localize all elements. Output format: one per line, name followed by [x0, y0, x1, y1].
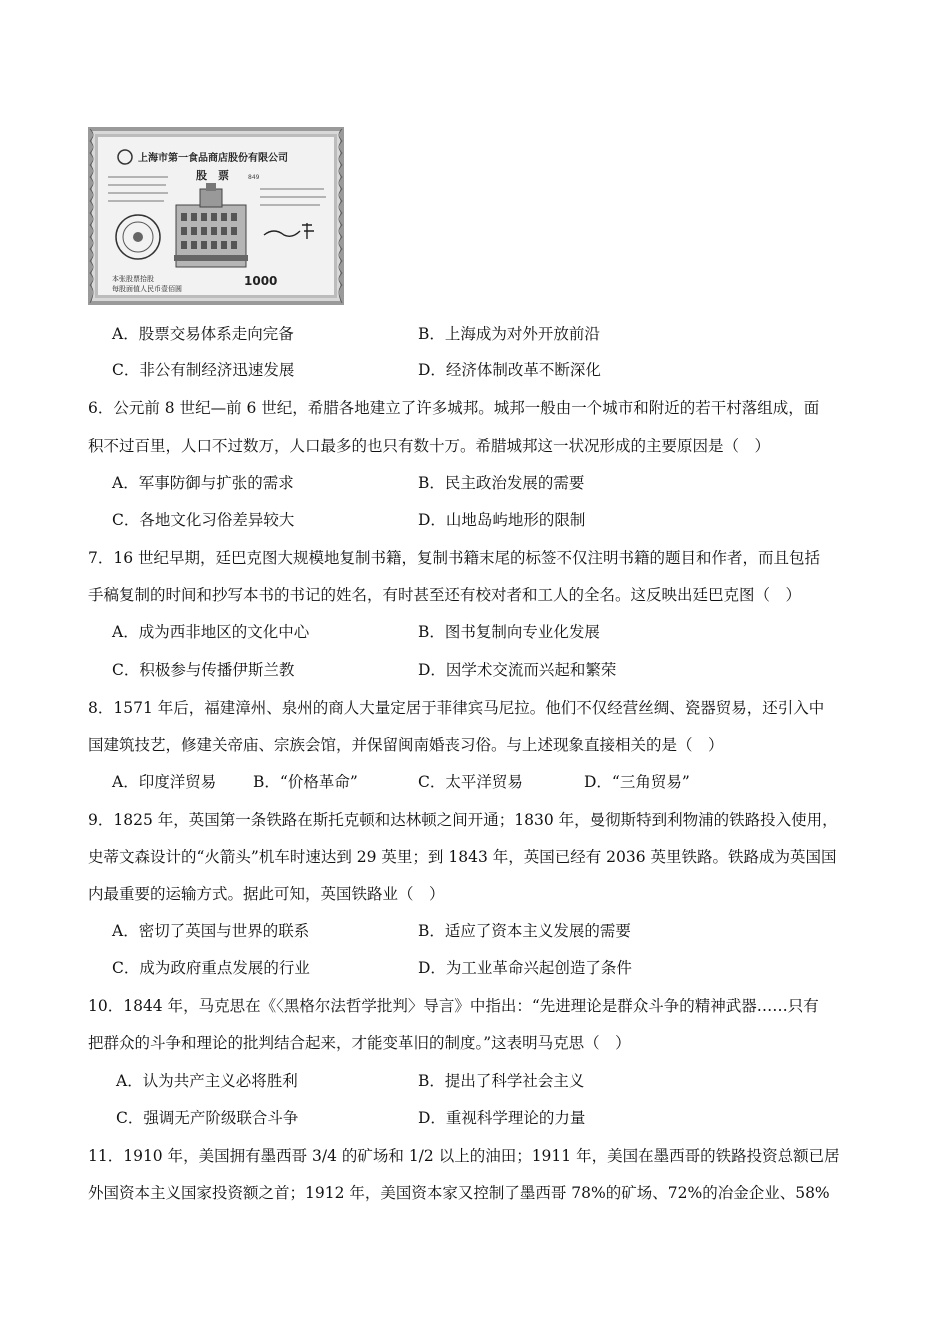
q6-option-c: C．各地文化习俗差异较大: [112, 511, 295, 529]
q6-stem-line1: 6．公元前 8 世纪—前 6 世纪，希腊各地建立了许多城邦。城邦一般由一个城市和附近的若干村落组成，面: [88, 399, 820, 417]
q9-stem-line1: 9．1825 年，英国第一条铁路在斯托克顿和达林顿之间开通；1830 年，曼彻斯特到利物浦的铁路投入使用，: [88, 811, 838, 829]
q11-stem-line2: 外国资本主义国家投资额之首；1912 年，美国资本家又控制了墨西哥 78%的矿场、72%的冶金企业、58%: [88, 1184, 830, 1202]
q6-option-d: D．山地岛屿地形的限制: [418, 511, 586, 529]
q10-option-b: B．提出了科学社会主义: [418, 1072, 585, 1090]
q9-stem-line2: 史蒂文森设计的“火箭头”机车时速达到 29 英里；到 1843 年，英国已经有 2036 英里铁路。铁路成为英国国: [88, 848, 837, 866]
stock-certificate-image: [88, 127, 344, 305]
certificate-footer-line1: 本张股票拾股: [112, 275, 154, 283]
q8-stem-line1: 8．1571 年后，福建漳州、泉州的商人大量定居于菲律宾马尼拉。他们不仅经营丝绸、瓷器贸易，还引入中: [88, 699, 825, 717]
q6-stem-line2: 积不过百里，人口不过数万，人口最多的也只有数十万。希腊城邦这一状况形成的主要原因是（ ）: [88, 437, 771, 455]
q10-stem-line2: 把群众的斗争和理论的批判结合起来，才能变革旧的制度。”这表明马克思（ ）: [88, 1034, 631, 1052]
q8-option-b: B．“价格革命”: [253, 773, 358, 791]
q10-option-c: C．强调无产阶级联合斗争: [116, 1109, 299, 1127]
q7-stem-line2: 手稿复制的时间和抄写本书的书记的姓名，有时甚至还有校对者和工人的全名。这反映出廷巴克图（ ）: [88, 586, 802, 604]
q6-option-b: B．民主政治发展的需要: [418, 474, 585, 492]
q5-option-d: D．经济体制改革不断深化: [418, 361, 601, 379]
q7-option-b: B．图书复制向专业化发展: [418, 623, 600, 641]
q8-option-d: D．“三角贸易”: [584, 773, 690, 791]
certificate-amount: 1000: [244, 274, 278, 288]
q9-option-b: B．适应了资本主义发展的需要: [418, 922, 631, 940]
q7-stem-line1: 7．16 世纪早期，廷巴克图大规模地复制书籍，复制书籍末尾的标签不仅注明书籍的题目和作者，而且包括: [88, 549, 821, 567]
q6-option-a: A．军事防御与扩张的需求: [112, 474, 294, 492]
q7-option-a: A．成为西非地区的文化中心: [112, 623, 310, 641]
q8-option-c: C．太平洋贸易: [418, 773, 523, 791]
certificate-number: 849: [248, 174, 260, 181]
q8-stem-line2: 国建筑技艺，修建关帝庙、宗族会馆，并保留闽南婚丧习俗。与上述现象直接相关的是（ ）: [88, 736, 724, 754]
q10-option-a: A．认为共产主义必将胜利: [116, 1072, 298, 1090]
q9-stem-line3: 内最重要的运输方式。据此可知，英国铁路业（ ）: [88, 885, 445, 903]
q5-option-b: B．上海成为对外开放前沿: [418, 325, 600, 343]
certificate-company: 上海市第一食品商店股份有限公司: [138, 153, 288, 164]
q10-option-d: D．重视科学理论的力量: [418, 1109, 586, 1127]
q5-option-c: C．非公有制经济迅速发展: [112, 361, 295, 379]
certificate-footer-line2: 每股面值人民币壹佰圆: [112, 285, 182, 293]
q9-option-d: D．为工业革命兴起创造了条件: [418, 959, 632, 977]
certificate-title: 股 票: [196, 169, 229, 182]
q10-stem-line1: 10．1844 年，马克思在《〈黑格尔法哲学批判〉导言》中指出：“先进理论是群众斗争的精神武器……只有: [88, 997, 819, 1015]
q9-option-c: C．成为政府重点发展的行业: [112, 959, 310, 977]
q8-option-a: A．印度洋贸易: [112, 773, 217, 791]
q11-stem-line1: 11．1910 年，美国拥有墨西哥 3/4 的矿场和 1/2 以上的油田；1911 年，美国在墨西哥的铁路投资总额已居: [88, 1147, 840, 1165]
q5-option-a: A．股票交易体系走向完备: [112, 325, 294, 343]
q7-option-c: C．积极参与传播伊斯兰教: [112, 661, 295, 679]
q7-option-d: D．因学术交流而兴起和繁荣: [418, 661, 617, 679]
q9-option-a: A．密切了英国与世界的联系: [112, 922, 310, 940]
